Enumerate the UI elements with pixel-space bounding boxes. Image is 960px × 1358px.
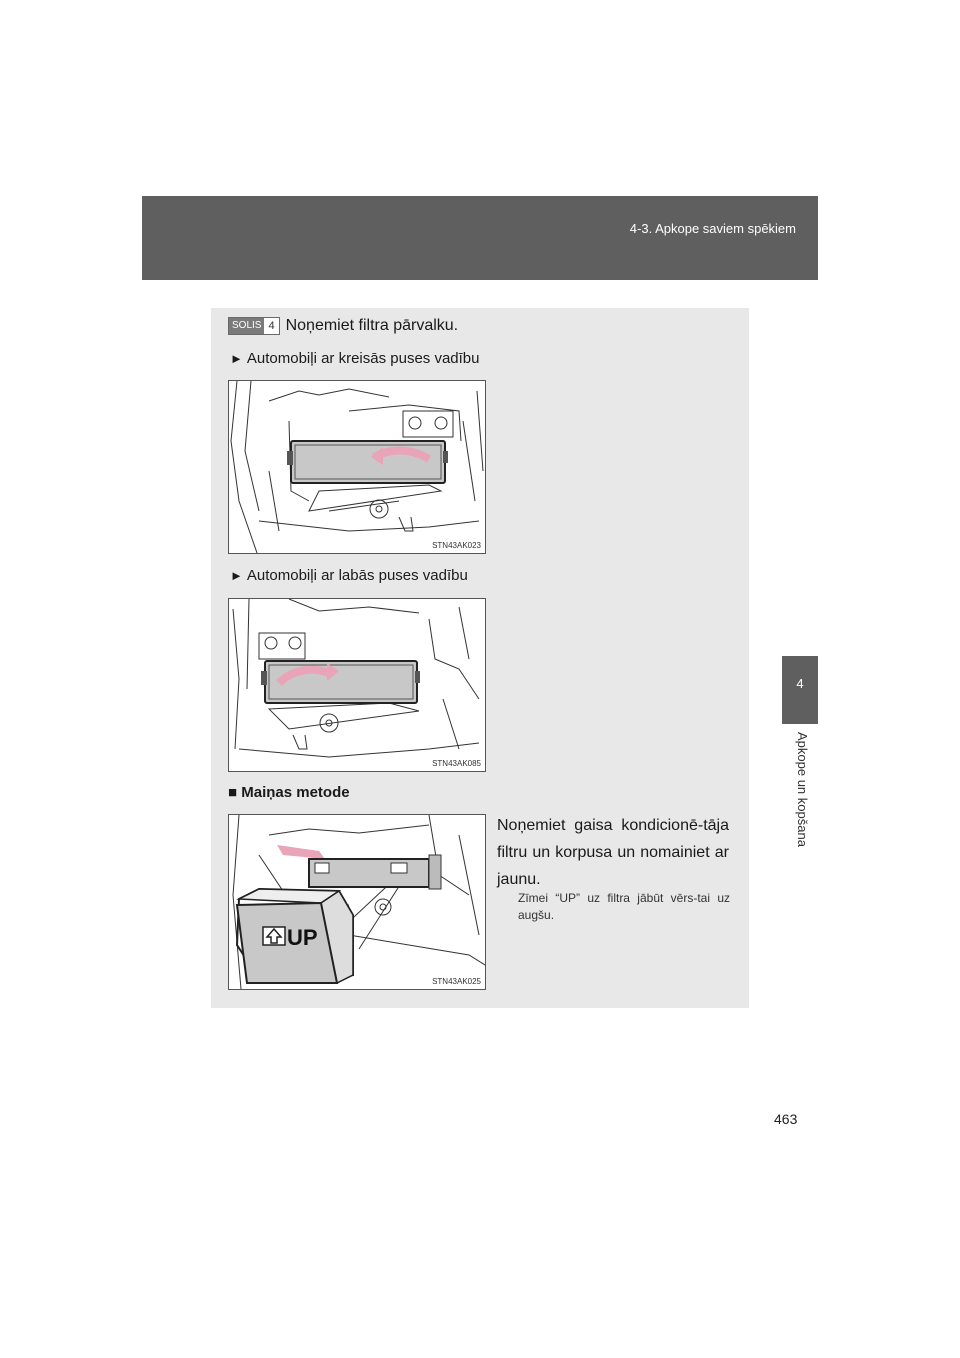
filter-cover-rhd-illustration — [229, 599, 485, 771]
step-text: Noņemiet filtra pārvalku. — [285, 317, 459, 334]
header-band — [142, 196, 818, 280]
step-heading — [228, 317, 458, 335]
method-title — [228, 784, 350, 801]
triangle-bullet-icon: ► — [230, 351, 243, 366]
variant-label: Automobiļi ar labās puses vadību — [246, 567, 468, 584]
filter-cover-lhd-illustration — [229, 381, 485, 553]
step-badge-number: 4 — [268, 320, 275, 332]
step-badge — [228, 317, 280, 335]
figure-code: STN43AK085 — [432, 759, 481, 768]
figure-code: STN43AK023 — [432, 541, 481, 550]
filter-replace-illustration — [229, 815, 485, 989]
figure-lhd — [228, 380, 486, 554]
step-badge-word: SOLIS — [229, 318, 264, 334]
method-title-text: Maiņas metode — [241, 784, 350, 801]
variant-label: Automobiļi ar kreisās puses vadību — [246, 350, 480, 367]
variant-lhd-label — [230, 350, 480, 367]
figure-code: STN43AK025 — [432, 977, 481, 986]
chapter-label: Apkope un kopšana — [795, 732, 810, 847]
figure-rhd — [228, 598, 486, 772]
chapter-number: 4 — [796, 676, 804, 691]
square-bullet-icon: ■ — [228, 784, 242, 801]
method-note: Zīmei “UP” uz filtra jābūt vērs-tai uz augšu. — [518, 891, 730, 922]
figure-replace — [228, 814, 486, 990]
section-title: 4-3. Apkope saviem spēkiem — [629, 221, 796, 236]
method-body: Noņemiet gaisa kondicionē-tāja filtru un korpusa un nomainiet ar jaunu. — [497, 817, 729, 888]
up-label: UP — [287, 925, 318, 950]
variant-rhd-label — [230, 567, 468, 584]
chapter-tab — [782, 656, 818, 724]
page-number: 463 — [774, 1111, 798, 1127]
triangle-bullet-icon: ► — [230, 568, 243, 583]
